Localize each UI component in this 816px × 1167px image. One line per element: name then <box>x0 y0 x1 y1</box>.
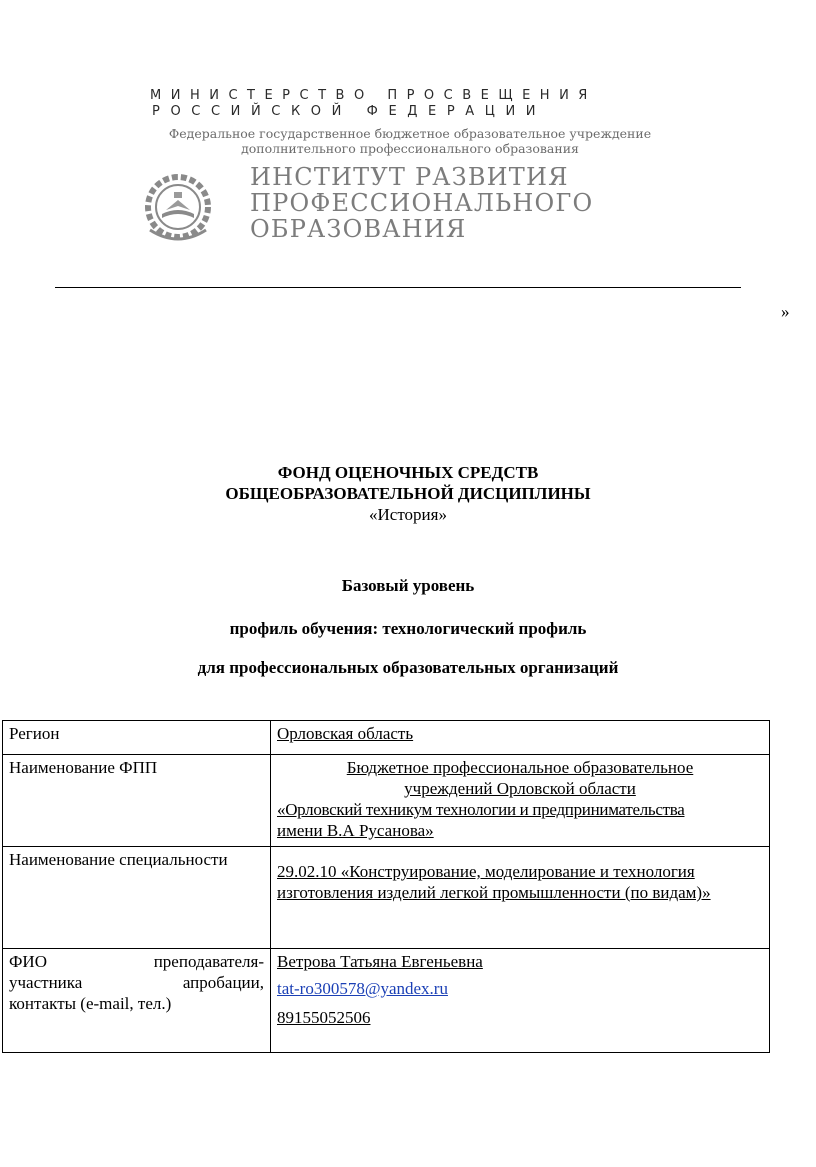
title-line-2: ОБЩЕОБРАЗОВАТЕЛЬНОЙ ДИСЦИПЛИНЫ <box>225 484 591 503</box>
fio-label-rest: контакты (e-mail, тел.) <box>9 994 172 1013</box>
fio-value <box>271 949 770 1053</box>
fio-label <box>3 949 271 1053</box>
federal-institution-description <box>110 126 710 156</box>
organizations-heading: для профессиональных образовательных организаций <box>197 658 619 677</box>
institute-name <box>250 164 593 242</box>
table-row <box>3 755 770 847</box>
region-value-text: Орловская область <box>277 724 414 743</box>
teacher-name: Ветрова Татьяна Евгеньевна <box>277 952 483 971</box>
ministry-line-1: МИНИСТЕРСТВО ПРОСВЕЩЕНИЯ <box>150 88 597 103</box>
federal-line-2: дополнительного профессионального образования <box>241 141 579 156</box>
level-heading: Базовый уровень <box>341 576 475 595</box>
email-link[interactable]: tat-ro300578@yandex.ru <box>277 979 448 998</box>
fpp-value <box>271 755 770 847</box>
region-value <box>271 721 770 755</box>
specialty-value-text: 29.02.10 «Конструирование, моделирование и технология изготовления изделий легкой промышленности (по видам)» <box>277 862 711 902</box>
specialty-value <box>271 847 770 949</box>
fpp-value-line-3: «Орловский техникум технологии и предпринимательства <box>277 800 685 819</box>
fio-label-word-4: апробации, <box>182 973 264 992</box>
institute-emblem-icon <box>140 170 240 244</box>
table-row <box>3 847 770 949</box>
institute-line-3: ОБРАЗОВАНИЯ <box>250 215 467 243</box>
subject-name: «История» <box>369 505 447 524</box>
fio-label-word-2: преподавателя- <box>153 952 264 971</box>
region-label: Регион <box>3 721 271 755</box>
fpp-value-line-4: имени В.А Русанова» <box>277 821 434 840</box>
table-row <box>3 949 770 1053</box>
phone-number: 89155052506 <box>277 1008 371 1027</box>
fio-label-word-3: участника <box>9 973 83 992</box>
specialty-label: Наименование специальности <box>3 847 271 949</box>
info-table <box>2 720 770 1053</box>
ministry-line-2: РОССИЙСКОЙ ФЕДЕРАЦИИ <box>152 104 547 119</box>
header-divider <box>55 287 741 288</box>
fpp-value-line-2: учреждений Орловской области <box>404 779 636 798</box>
profile-heading: профиль обучения: технологический профиль <box>229 619 587 638</box>
title-line-1: ФОНД ОЦЕНОЧНЫХ СРЕДСТВ <box>277 463 539 482</box>
fpp-label: Наименование ФПП <box>3 755 271 847</box>
fio-label-word-1: ФИО <box>9 952 47 971</box>
fpp-value-line-1: Бюджетное профессиональное образовательное <box>346 758 694 777</box>
document-title <box>0 462 816 525</box>
table-row <box>3 721 770 755</box>
ministry-title <box>150 88 660 120</box>
institute-line-2: ПРОФЕССИОНАЛЬНОГО <box>250 189 594 217</box>
institute-line-1: ИНСТИТУТ РАЗВИТИЯ <box>250 163 569 191</box>
federal-line-1: Федеральное государственное бюджетное образовательное учреждение <box>168 126 652 141</box>
stray-quote-mark: » <box>781 302 790 321</box>
